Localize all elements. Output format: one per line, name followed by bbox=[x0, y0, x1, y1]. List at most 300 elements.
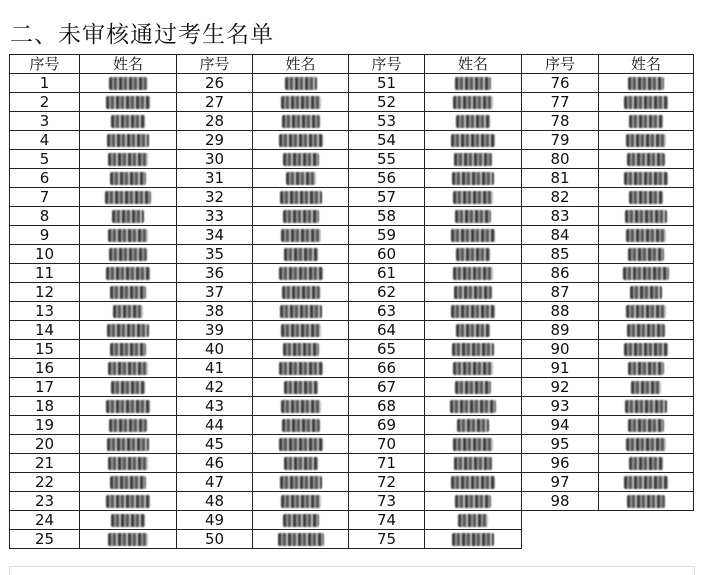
row-number: 56 bbox=[349, 169, 425, 188]
candidate-name-cell bbox=[425, 302, 522, 321]
row-number: 19 bbox=[10, 416, 80, 435]
redacted-name bbox=[110, 476, 146, 489]
candidate-name-cell bbox=[253, 416, 349, 435]
redacted-name bbox=[456, 324, 490, 337]
table-row bbox=[10, 74, 694, 93]
header-name: 姓名 bbox=[253, 55, 349, 74]
redacted-name bbox=[624, 96, 668, 109]
redacted-name bbox=[454, 153, 492, 166]
redacted-name bbox=[624, 172, 668, 185]
row-number: 84 bbox=[522, 226, 599, 245]
candidate-name-cell bbox=[253, 207, 349, 226]
table-row bbox=[10, 359, 694, 378]
row-number: 2 bbox=[10, 93, 80, 112]
candidate-name-cell bbox=[80, 454, 177, 473]
redacted-name bbox=[283, 343, 319, 356]
row-number: 11 bbox=[10, 264, 80, 283]
row-number: 49 bbox=[177, 511, 253, 530]
redacted-name bbox=[453, 191, 493, 204]
row-number: 89 bbox=[522, 321, 599, 340]
candidate-name-cell bbox=[80, 169, 177, 188]
candidate-name-cell bbox=[80, 321, 177, 340]
redacted-name bbox=[455, 210, 491, 223]
redacted-name bbox=[452, 172, 494, 185]
candidate-name-cell bbox=[253, 93, 349, 112]
redacted-name bbox=[282, 419, 320, 432]
row-number: 76 bbox=[522, 74, 599, 93]
redacted-name bbox=[456, 115, 490, 128]
redacted-name bbox=[629, 457, 663, 470]
redacted-name bbox=[451, 134, 495, 147]
row-number: 90 bbox=[522, 340, 599, 359]
redacted-name bbox=[107, 438, 149, 451]
candidate-name-cell bbox=[253, 302, 349, 321]
row-number: 29 bbox=[177, 131, 253, 150]
row-number: 8 bbox=[10, 207, 80, 226]
redacted-name bbox=[280, 305, 322, 318]
row-number: 40 bbox=[177, 340, 253, 359]
redacted-name bbox=[453, 96, 493, 109]
row-number: 64 bbox=[349, 321, 425, 340]
redacted-name bbox=[626, 438, 666, 451]
row-number: 59 bbox=[349, 226, 425, 245]
redacted-name bbox=[454, 286, 492, 299]
row-number: 32 bbox=[177, 188, 253, 207]
redacted-name bbox=[281, 229, 321, 242]
candidate-name-cell bbox=[80, 359, 177, 378]
redacted-name bbox=[627, 324, 665, 337]
row-number: 63 bbox=[349, 302, 425, 321]
row-number: 80 bbox=[522, 150, 599, 169]
candidate-name-cell bbox=[599, 435, 694, 454]
table-body bbox=[10, 74, 694, 549]
candidate-name-cell bbox=[253, 454, 349, 473]
candidate-name-cell bbox=[253, 435, 349, 454]
candidate-name-cell bbox=[599, 416, 694, 435]
redacted-name bbox=[454, 457, 492, 470]
candidate-name-cell bbox=[425, 511, 522, 530]
header-number: 序号 bbox=[10, 55, 80, 74]
candidate-name-cell bbox=[80, 207, 177, 226]
candidate-name-cell bbox=[253, 321, 349, 340]
redacted-name bbox=[106, 267, 150, 280]
redacted-name bbox=[450, 400, 496, 413]
table-row bbox=[10, 473, 694, 492]
candidate-name-cell bbox=[253, 397, 349, 416]
redacted-name bbox=[105, 191, 151, 204]
redacted-name bbox=[624, 343, 668, 356]
candidate-name-cell bbox=[425, 435, 522, 454]
candidate-name-cell bbox=[599, 302, 694, 321]
redacted-name bbox=[626, 305, 666, 318]
row-number: 1 bbox=[10, 74, 80, 93]
candidate-name-cell bbox=[599, 226, 694, 245]
row-number: 85 bbox=[522, 245, 599, 264]
table-row bbox=[10, 397, 694, 416]
redacted-name bbox=[626, 229, 666, 242]
redacted-name bbox=[283, 514, 319, 527]
table-row bbox=[10, 321, 694, 340]
candidate-name-cell bbox=[599, 359, 694, 378]
table-row bbox=[10, 264, 694, 283]
candidate-name-cell bbox=[425, 74, 522, 93]
row-number: 43 bbox=[177, 397, 253, 416]
redacted-name bbox=[108, 533, 148, 546]
redacted-name bbox=[452, 533, 494, 546]
redacted-name bbox=[108, 229, 148, 242]
table-row bbox=[10, 169, 694, 188]
candidate-name-cell bbox=[80, 283, 177, 302]
redacted-name bbox=[107, 324, 149, 337]
table-row bbox=[10, 435, 694, 454]
row-number: 44 bbox=[177, 416, 253, 435]
row-number: 55 bbox=[349, 150, 425, 169]
candidate-name-cell bbox=[80, 264, 177, 283]
candidate-name-cell bbox=[80, 492, 177, 511]
redacted-name bbox=[629, 115, 663, 128]
row-number: 42 bbox=[177, 378, 253, 397]
candidate-name-cell bbox=[599, 112, 694, 131]
redacted-name bbox=[106, 495, 150, 508]
redacted-name bbox=[628, 419, 664, 432]
candidate-name-cell bbox=[80, 150, 177, 169]
candidate-name-cell bbox=[599, 492, 694, 511]
row-number: 88 bbox=[522, 302, 599, 321]
table-row bbox=[10, 492, 694, 511]
header-number: 序号 bbox=[349, 55, 425, 74]
candidate-name-cell bbox=[253, 530, 349, 549]
row-number: 74 bbox=[349, 511, 425, 530]
row-number: 98 bbox=[522, 492, 599, 511]
redacted-name bbox=[282, 286, 320, 299]
table-row bbox=[10, 112, 694, 131]
redacted-name bbox=[278, 533, 324, 546]
candidate-name-cell bbox=[599, 131, 694, 150]
redacted-name bbox=[626, 134, 666, 147]
table-row bbox=[10, 245, 694, 264]
row-number: 93 bbox=[522, 397, 599, 416]
candidate-name-cell bbox=[253, 112, 349, 131]
row-number: 87 bbox=[522, 283, 599, 302]
redacted-name bbox=[279, 134, 323, 147]
row-number: 61 bbox=[349, 264, 425, 283]
row-number: 77 bbox=[522, 93, 599, 112]
candidate-name-cell bbox=[425, 340, 522, 359]
candidate-name-cell bbox=[425, 264, 522, 283]
table-row bbox=[10, 283, 694, 302]
redacted-name bbox=[280, 191, 322, 204]
row-number: 57 bbox=[349, 188, 425, 207]
candidate-name-cell bbox=[599, 74, 694, 93]
candidate-name-cell bbox=[253, 150, 349, 169]
candidate-name-cell bbox=[599, 340, 694, 359]
header-name: 姓名 bbox=[599, 55, 694, 74]
table-header-row bbox=[10, 55, 694, 74]
candidate-name-cell bbox=[425, 454, 522, 473]
redacted-name bbox=[453, 267, 493, 280]
row-number: 4 bbox=[10, 131, 80, 150]
table-row bbox=[10, 188, 694, 207]
redacted-name bbox=[623, 267, 669, 280]
candidate-name-cell bbox=[80, 188, 177, 207]
row-number: 37 bbox=[177, 283, 253, 302]
header-number: 序号 bbox=[177, 55, 253, 74]
row-number: 35 bbox=[177, 245, 253, 264]
candidate-name-cell bbox=[253, 245, 349, 264]
row-number: 75 bbox=[349, 530, 425, 549]
row-number: 27 bbox=[177, 93, 253, 112]
table-row bbox=[10, 226, 694, 245]
redacted-name bbox=[455, 381, 491, 394]
candidate-name-cell bbox=[253, 226, 349, 245]
row-number: 94 bbox=[522, 416, 599, 435]
redacted-name bbox=[628, 77, 664, 90]
redacted-name bbox=[106, 96, 150, 109]
candidate-name-cell bbox=[425, 169, 522, 188]
row-number: 9 bbox=[10, 226, 80, 245]
row-number: 83 bbox=[522, 207, 599, 226]
row-number: 53 bbox=[349, 112, 425, 131]
candidate-name-cell bbox=[425, 283, 522, 302]
redacted-name bbox=[457, 419, 489, 432]
candidate-name-cell bbox=[80, 378, 177, 397]
row-number: 92 bbox=[522, 378, 599, 397]
candidate-name-cell bbox=[80, 245, 177, 264]
redacted-name bbox=[451, 229, 495, 242]
redacted-name bbox=[107, 134, 149, 147]
row-number: 10 bbox=[10, 245, 80, 264]
redacted-name bbox=[453, 438, 493, 451]
row-number: 51 bbox=[349, 74, 425, 93]
candidate-name-cell bbox=[425, 188, 522, 207]
redacted-name bbox=[282, 115, 320, 128]
row-number: 15 bbox=[10, 340, 80, 359]
redacted-name bbox=[111, 381, 145, 394]
redacted-name bbox=[627, 153, 665, 166]
candidate-name-cell bbox=[425, 378, 522, 397]
redacted-name bbox=[109, 419, 147, 432]
redacted-name bbox=[281, 495, 321, 508]
candidate-name-cell bbox=[253, 492, 349, 511]
redacted-name bbox=[284, 381, 318, 394]
candidate-name-cell bbox=[599, 150, 694, 169]
redacted-name bbox=[108, 457, 148, 470]
candidate-name-cell bbox=[80, 74, 177, 93]
row-number: 67 bbox=[349, 378, 425, 397]
candidate-name-cell bbox=[80, 511, 177, 530]
redacted-name bbox=[286, 172, 316, 185]
row-number: 6 bbox=[10, 169, 80, 188]
redacted-name bbox=[624, 476, 668, 489]
row-number: 69 bbox=[349, 416, 425, 435]
redacted-name bbox=[106, 400, 150, 413]
table-row bbox=[10, 530, 694, 549]
candidate-name-cell bbox=[80, 530, 177, 549]
candidate-name-cell bbox=[80, 131, 177, 150]
candidate-name-cell bbox=[425, 321, 522, 340]
candidate-name-cell bbox=[425, 492, 522, 511]
candidate-name-cell bbox=[599, 264, 694, 283]
row-number: 50 bbox=[177, 530, 253, 549]
candidate-name-cell bbox=[253, 188, 349, 207]
row-number: 23 bbox=[10, 492, 80, 511]
redacted-name bbox=[279, 362, 323, 375]
rejected-candidates-table bbox=[9, 54, 694, 549]
candidate-name-cell bbox=[599, 283, 694, 302]
redacted-name bbox=[113, 305, 143, 318]
table-row bbox=[10, 416, 694, 435]
redacted-name bbox=[281, 96, 321, 109]
row-number: 72 bbox=[349, 473, 425, 492]
row-number: 52 bbox=[349, 93, 425, 112]
candidate-name-cell bbox=[80, 226, 177, 245]
row-number: 30 bbox=[177, 150, 253, 169]
redacted-name bbox=[629, 191, 663, 204]
redacted-name bbox=[280, 476, 322, 489]
empty-cell bbox=[599, 530, 694, 549]
table-row bbox=[10, 454, 694, 473]
candidate-name-cell bbox=[599, 397, 694, 416]
row-number: 7 bbox=[10, 188, 80, 207]
candidate-name-cell bbox=[80, 112, 177, 131]
row-number: 58 bbox=[349, 207, 425, 226]
table-row bbox=[10, 131, 694, 150]
candidate-name-cell bbox=[599, 188, 694, 207]
row-number: 31 bbox=[177, 169, 253, 188]
row-number: 70 bbox=[349, 435, 425, 454]
candidate-name-cell bbox=[599, 245, 694, 264]
table-row bbox=[10, 93, 694, 112]
row-number: 12 bbox=[10, 283, 80, 302]
candidate-name-cell bbox=[80, 416, 177, 435]
row-number: 45 bbox=[177, 435, 253, 454]
row-number: 25 bbox=[10, 530, 80, 549]
candidate-name-cell bbox=[425, 112, 522, 131]
candidate-name-cell bbox=[425, 530, 522, 549]
empty-cell bbox=[599, 511, 694, 530]
row-number: 33 bbox=[177, 207, 253, 226]
row-number: 68 bbox=[349, 397, 425, 416]
candidate-name-cell bbox=[599, 169, 694, 188]
row-number: 91 bbox=[522, 359, 599, 378]
empty-cell bbox=[522, 511, 599, 530]
candidate-name-cell bbox=[425, 473, 522, 492]
redacted-name bbox=[631, 381, 661, 394]
candidate-name-cell bbox=[253, 511, 349, 530]
candidate-name-cell bbox=[599, 207, 694, 226]
row-number: 26 bbox=[177, 74, 253, 93]
row-number: 34 bbox=[177, 226, 253, 245]
row-number: 86 bbox=[522, 264, 599, 283]
candidate-name-cell bbox=[425, 397, 522, 416]
candidate-name-cell bbox=[425, 131, 522, 150]
header-name: 姓名 bbox=[80, 55, 177, 74]
candidate-name-cell bbox=[253, 169, 349, 188]
row-number: 13 bbox=[10, 302, 80, 321]
candidate-name-cell bbox=[253, 359, 349, 378]
row-number: 66 bbox=[349, 359, 425, 378]
redacted-name bbox=[628, 362, 664, 375]
row-number: 62 bbox=[349, 283, 425, 302]
row-number: 60 bbox=[349, 245, 425, 264]
table-row bbox=[10, 378, 694, 397]
redacted-name bbox=[283, 210, 319, 223]
candidate-name-cell bbox=[425, 245, 522, 264]
row-number: 14 bbox=[10, 321, 80, 340]
redacted-name bbox=[284, 457, 318, 470]
candidate-name-cell bbox=[425, 150, 522, 169]
candidate-name-cell bbox=[80, 397, 177, 416]
redacted-name bbox=[455, 495, 491, 508]
row-number: 28 bbox=[177, 112, 253, 131]
redacted-name bbox=[111, 115, 145, 128]
row-number: 82 bbox=[522, 188, 599, 207]
candidate-name-cell bbox=[599, 454, 694, 473]
row-number: 48 bbox=[177, 492, 253, 511]
candidate-name-cell bbox=[80, 435, 177, 454]
row-number: 41 bbox=[177, 359, 253, 378]
row-number: 5 bbox=[10, 150, 80, 169]
candidate-name-cell bbox=[253, 264, 349, 283]
redacted-name bbox=[112, 210, 144, 223]
candidate-name-cell bbox=[80, 473, 177, 492]
candidate-name-cell bbox=[253, 378, 349, 397]
empty-cell bbox=[522, 530, 599, 549]
redacted-name bbox=[627, 495, 665, 508]
row-number: 22 bbox=[10, 473, 80, 492]
redacted-name bbox=[108, 153, 148, 166]
candidate-name-cell bbox=[253, 74, 349, 93]
candidate-name-cell bbox=[253, 283, 349, 302]
candidate-name-cell bbox=[80, 93, 177, 112]
redacted-name bbox=[109, 77, 147, 90]
row-number: 3 bbox=[10, 112, 80, 131]
row-number: 18 bbox=[10, 397, 80, 416]
table-row bbox=[10, 302, 694, 321]
redacted-name bbox=[111, 514, 145, 527]
row-number: 38 bbox=[177, 302, 253, 321]
candidate-name-cell bbox=[253, 340, 349, 359]
candidate-name-cell bbox=[80, 302, 177, 321]
redacted-name bbox=[628, 248, 664, 261]
row-number: 65 bbox=[349, 340, 425, 359]
redacted-name bbox=[279, 438, 323, 451]
table-row bbox=[10, 340, 694, 359]
row-number: 54 bbox=[349, 131, 425, 150]
row-number: 21 bbox=[10, 454, 80, 473]
redacted-name bbox=[451, 476, 495, 489]
candidate-name-cell bbox=[599, 321, 694, 340]
redacted-name bbox=[625, 400, 667, 413]
candidate-name-cell bbox=[253, 473, 349, 492]
candidate-name-cell bbox=[599, 473, 694, 492]
row-number: 46 bbox=[177, 454, 253, 473]
table-row bbox=[10, 207, 694, 226]
redacted-name bbox=[456, 248, 490, 261]
candidate-name-cell bbox=[425, 359, 522, 378]
row-number: 95 bbox=[522, 435, 599, 454]
table-row bbox=[10, 511, 694, 530]
row-number: 96 bbox=[522, 454, 599, 473]
redacted-name bbox=[285, 77, 317, 90]
redacted-name bbox=[458, 514, 488, 527]
candidate-name-cell bbox=[425, 93, 522, 112]
row-number: 16 bbox=[10, 359, 80, 378]
row-number: 71 bbox=[349, 454, 425, 473]
redacted-name bbox=[452, 343, 494, 356]
row-number: 73 bbox=[349, 492, 425, 511]
row-number: 39 bbox=[177, 321, 253, 340]
